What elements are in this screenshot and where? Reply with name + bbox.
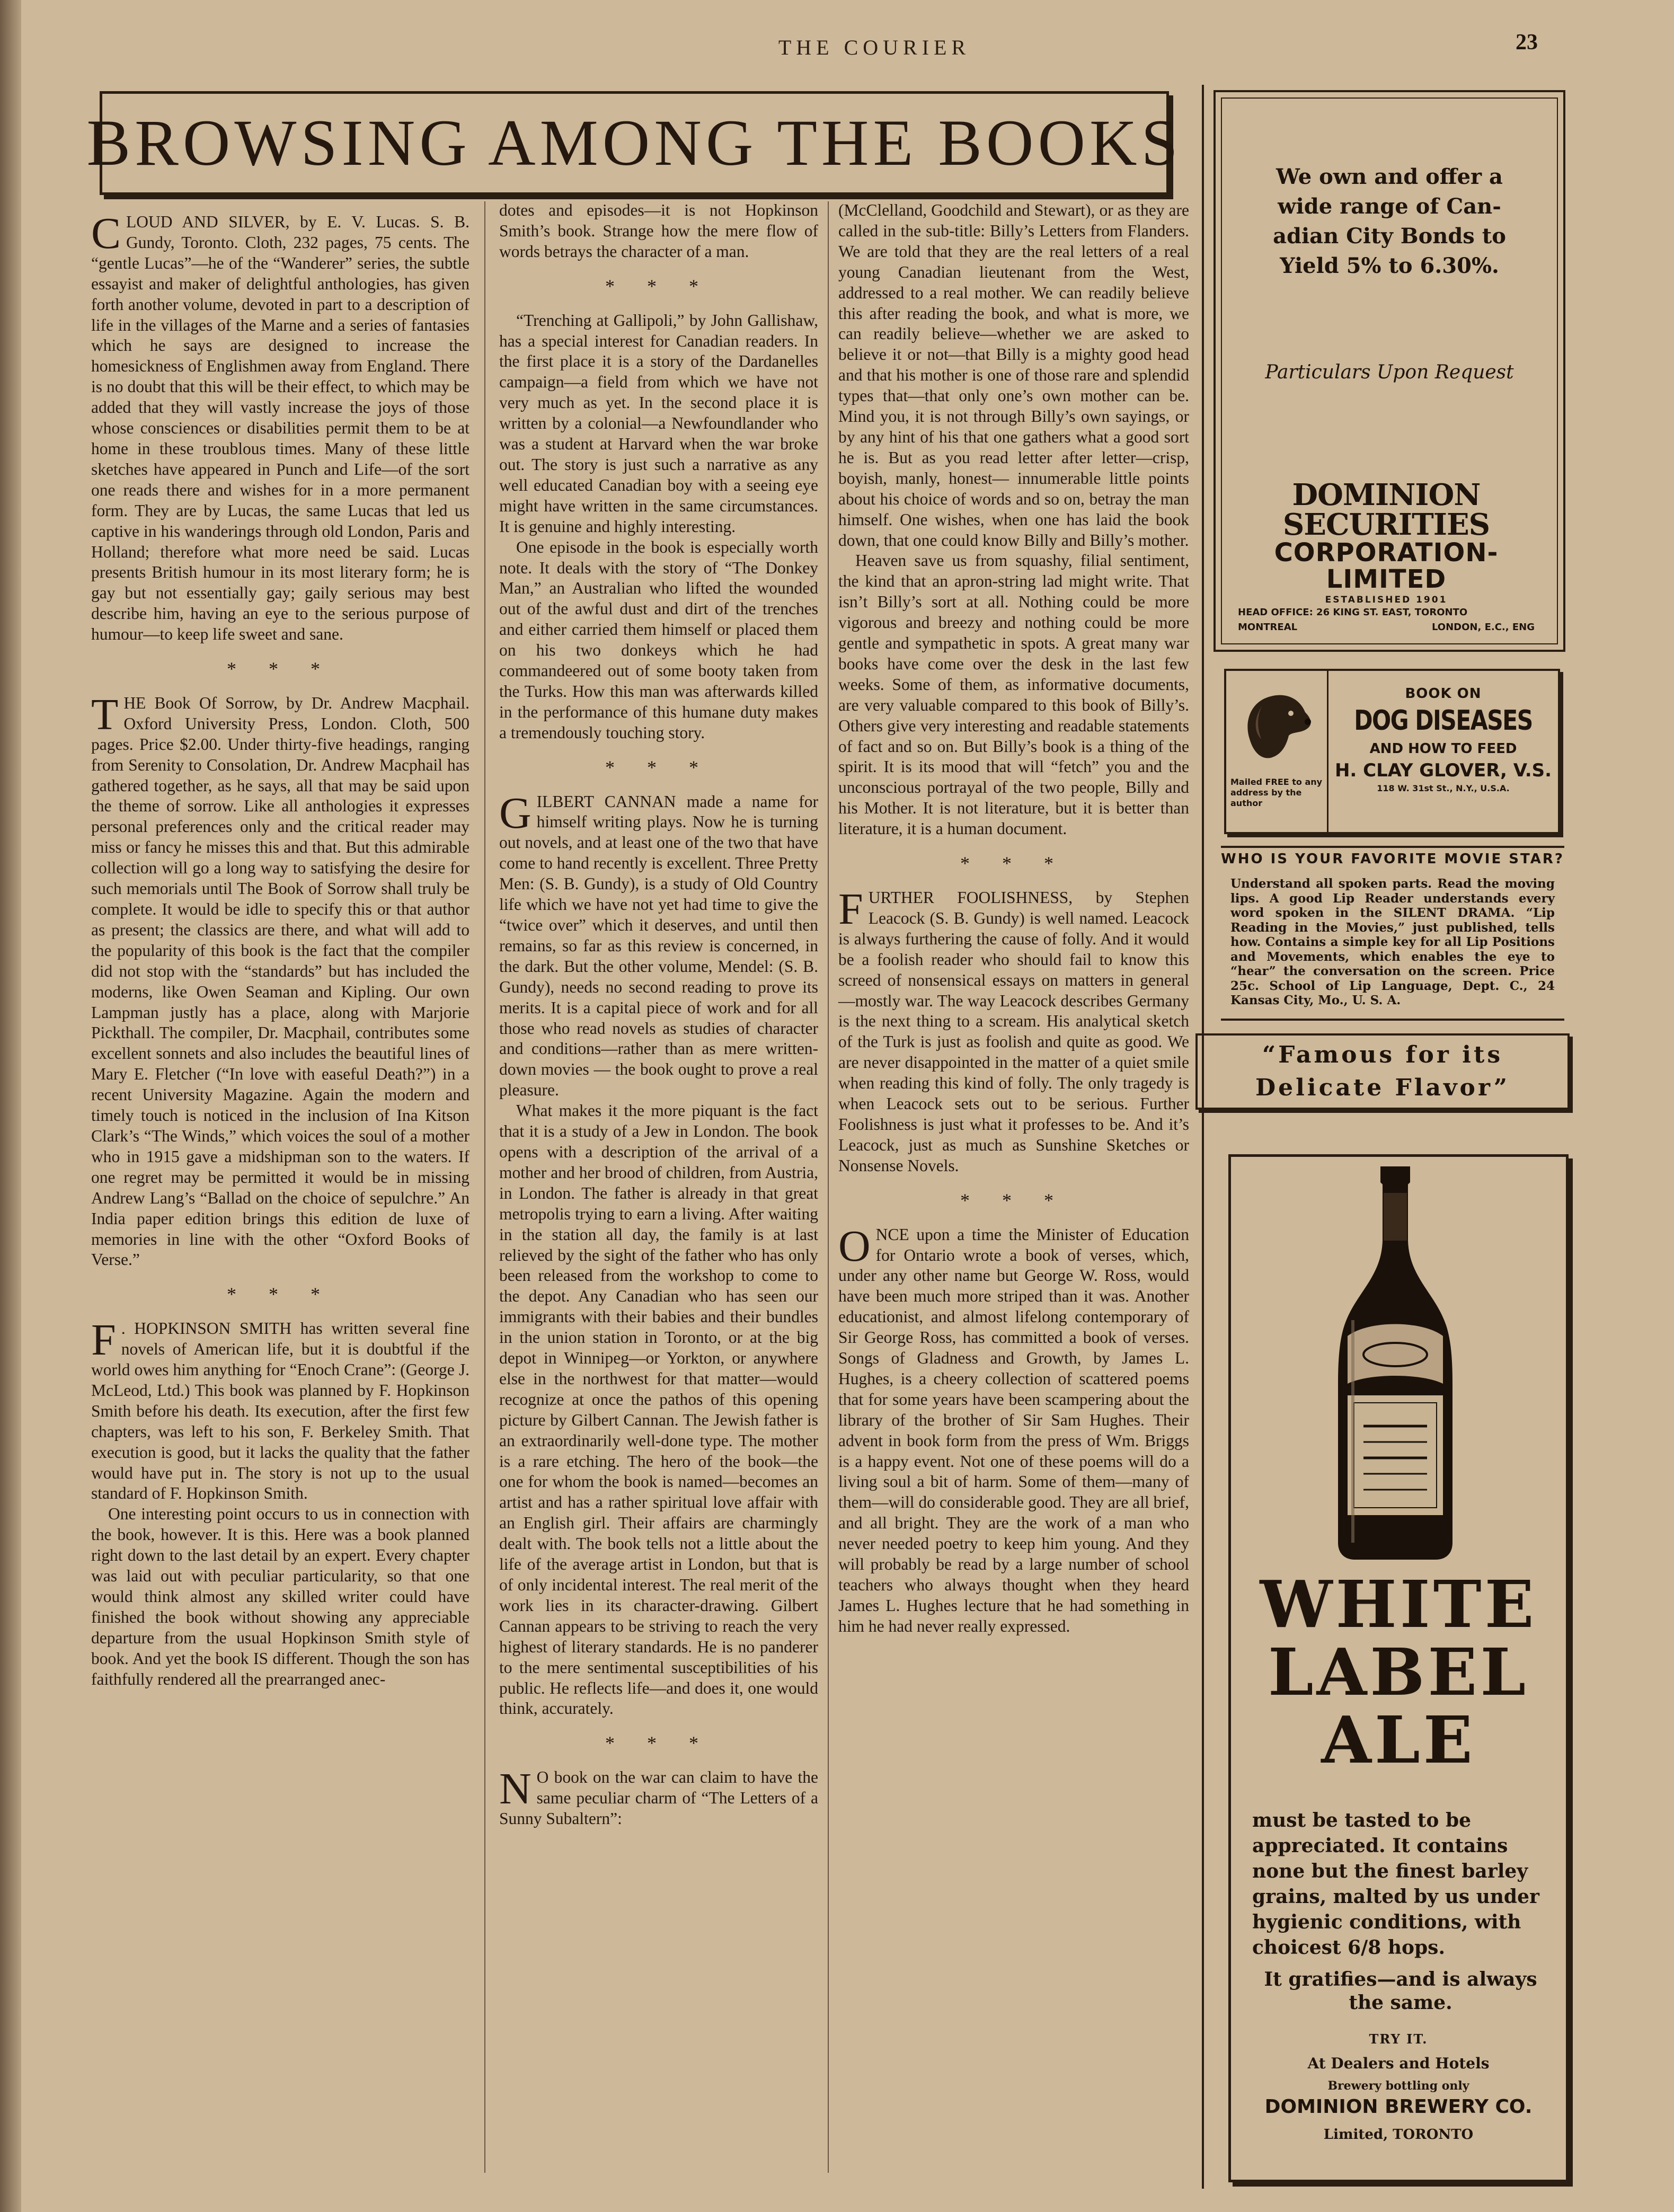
dropcap: O bbox=[838, 1221, 871, 1271]
ad-company-block bbox=[1238, 477, 1535, 635]
brand-line: LABEL bbox=[1268, 1634, 1529, 1710]
review-text: O book on the war can claim to have the same peculiar charm of “The Letters of a Sunny Subaltern”: bbox=[499, 1768, 818, 1828]
running-title: THE COURIER bbox=[778, 36, 971, 59]
ad-author: H. CLAY GLOVER, V.S. bbox=[1334, 760, 1552, 781]
dropcap: T bbox=[91, 689, 119, 739]
review-paragraph: Heaven save us from squashy, filial sentiment, the kind that an apron-string lad might write. That isn’t Billy’s sort at all. Nothing could be more vigorous and breezy and nothing could be more gentle and sympathetic in spots. A great many war books have come over the desk in the last few weeks. Some of them, as informative documents, are very valuable compared to this book of Billy’s. Others give very interesting and readable statements of fact and so on. But Billy’s book is a thing of the spirit. It is its mood that will “fetch” you and the unconscious portrayal of the two people, Billy and his Mother. It is not literature, but it is better than literature, it is a human document. bbox=[838, 551, 1189, 838]
slogan-line: Delicate Flavor” bbox=[1255, 1074, 1510, 1101]
ad-column-rule bbox=[1202, 85, 1204, 2189]
review-paragraph: dotes and episodes—it is not Hopkinson Smith’s book. Strange how the mere flow of words betrays the character of a man. bbox=[499, 201, 818, 261]
office-london: LONDON, E.C., ENG bbox=[1431, 622, 1535, 633]
ad-how-to-feed: AND HOW TO FEED bbox=[1369, 741, 1517, 757]
ad-offer-text bbox=[1222, 162, 1557, 281]
ad-body: Understand all spoken parts. Read the moving lips. A good Lip Reader understands every word spoken in the SILENT DRAMA. “Lip Reading in the Movies,” just published, tells how. Contains a simple key for all Lip Positions and Movements, which enables the eye to “hear” the conversation on the screen. Price 25c. School of Lip Language, Dept. C., 24 Kansas City, Mo., U. S. A. bbox=[1230, 877, 1555, 1007]
ad-copy: must be tasted to be appreciated. It contains none but the finest barley grains, malted by us under hygienic conditions, with choicest 6/8 hops. bbox=[1252, 1809, 1539, 1959]
review-paragraph: What makes it the more piquant is the fact that it is a study of a Jew in London. The book opens with a description of the arrival of a mother and her brood of children, from Austria, in London. The father is already in that great metropolis trying to earn a living. After waiting in the station all day, the family is at last relieved by the sight of the father who has only been released from the workshop to come to the depot. Any Canadian who has seen our immigrants with their babies and their bundles in the union station in Toronto, or at the big depot in Winnipeg—or Yorkton, or anywhere else in the northwest for that matter—would recognize at once the pathos of this opening picture by Gilbert Cannan. The Jewish father is an extraordinarily well-done type. The mother is a rare etching. The hero of the book—the one for whom the book is named—becomes an artist and has a rather spiritual love affair with an English girl. Their affairs are charmingly dealt with. The book tells not a little about the life of the average artist in London, but that is of only incidental interest. The real merit of the work lies in its character-drawing. Gilbert Cannan appears to be striving to reach the very highest of literary standards. He is no panderer to the mere sentimental susceptibilities of his public. He reflects life—and does it, one would think, accurately. bbox=[499, 1101, 818, 1718]
review-leacock bbox=[838, 884, 1189, 1176]
brand-line: ALE bbox=[1321, 1702, 1476, 1778]
article-column-2 bbox=[499, 200, 818, 1829]
company-suffix: CORPORATION-LIMITED bbox=[1274, 538, 1499, 594]
ad-dog-diseases-title: DOG DISEASES bbox=[1354, 705, 1533, 737]
ad-brewery: DOMINION BREWERY CO. bbox=[1264, 2096, 1533, 2118]
review-macphail bbox=[91, 689, 470, 1270]
section-separator: * * * bbox=[605, 756, 712, 778]
ad-lip-reading bbox=[1221, 846, 1564, 1021]
section-separator: * * * bbox=[605, 1732, 712, 1754]
title-banner bbox=[86, 91, 1182, 195]
review-paragraph: (McClelland, Goodchild and Stewart), or as they are called in the sub-title: Billy’s Letters from Flanders. We are told that they are the real letters of a real young Canadian lieutenant from the West, addressed to a real mother. We can readily believe this after reading the book, and what is more, we can readily believe—whether we are asked to believe it or not—that Billy is a mighty good head and that his mother is one of those rare and splendid types that—that only one’s own mother can be. Mind you, it is not through Billy’s own sayings, or by any hint of his that one gathers what a good sort he is. But as you read letter after letter—crisp, boyish, manly, honest— innumerable little points about his choice of words and so on, betray the man himself. One wishes, when one has laid the book down, that one could know Billy and Billy’s mother. bbox=[838, 201, 1189, 550]
head-office: HEAD OFFICE: 26 KING ST. EAST, TORONTO bbox=[1238, 607, 1468, 618]
ad-bottling: Brewery bottling only bbox=[1327, 2079, 1469, 2093]
offer-line: We own and offer a bbox=[1276, 164, 1503, 189]
ad-try-it: TRY IT. bbox=[1369, 2031, 1428, 2047]
dropcap: F bbox=[838, 884, 863, 934]
review-hopkinson-smith bbox=[91, 1315, 470, 1504]
dropcap: F bbox=[91, 1315, 116, 1365]
section-separator: * * * bbox=[227, 658, 334, 680]
company-offices bbox=[1238, 605, 1535, 635]
ad-city: Limited, TORONTO bbox=[1323, 2127, 1474, 2143]
company-established: ESTABLISHED 1901 bbox=[1325, 595, 1448, 605]
ad-dog-diseases bbox=[1224, 669, 1560, 834]
offer-line: wide range of Can- bbox=[1278, 194, 1501, 219]
review-paragraph: One interesting point occurs to us in connection with the book, however. It is this. Here was a book planned right down to the last detail by an expert. Every chapter was laid out with peculiar particularity, so that one would think almost any skilled writer could have finished the book without showing any appreciable departure from the usual Hopkinson Smith style of book. And yet the book IS different. Though the son has faithfully rendered all the prearranged anec- bbox=[91, 1505, 470, 1688]
ad-book-on: BOOK ON bbox=[1405, 686, 1482, 702]
page-number: 23 bbox=[1516, 30, 1538, 55]
ad-mailed-note: Mailed FREE to any address by the author bbox=[1230, 777, 1323, 808]
page-edge bbox=[0, 0, 21, 2212]
dog-head-icon bbox=[1234, 680, 1318, 760]
ad-white-label-ale bbox=[1228, 1154, 1569, 2182]
review-lucas bbox=[91, 209, 470, 645]
office-montreal: MONTREAL bbox=[1238, 622, 1298, 633]
ad-particulars: Particulars Upon Request bbox=[1265, 361, 1514, 383]
review-text: URTHER FOOLISHNESS, by Stephen Leacock (S. B. Gundy) is well named. Leacock is always furthering the cause of folly. And it would be a foolish reader who should fail to know this screed of nonsensical essays on matters in general—mostly war. The way Leacock describes Germany is the next thing to a scream. His analytical sketch of the Turk is just as foolish and quite as good. We are never disappointed in the matter of a quiet smile when reading this kind of folly. The only tragedy is when Leacock sets out to be serious. Further Foolishness is just what it professes to be. And it’s Leacock, just as much as Sunshine Sketches or Nonsense Novels. bbox=[838, 888, 1189, 1175]
offer-line: adian City Bonds to bbox=[1273, 224, 1506, 249]
column-rule bbox=[484, 201, 485, 2173]
ad-dominion-securities bbox=[1214, 90, 1565, 652]
ad-inner-frame bbox=[1221, 98, 1558, 644]
review-gallipoli: “Trenching at Gallipoli,” by John Gallishaw, has a special interest for Canadian readers. In the first place it is a story of the Dardanelles campaign—a field from which we have not very much as yet. In the second place it is written by a colonial—a Newfoundlander who was a student at Harvard when the war broke out. The story is just such a narrative as any well educated Canadian boy with a seeing eye might have written in the same circumstances. It is genuine and highly interesting. bbox=[499, 311, 818, 536]
section-separator: * * * bbox=[227, 1284, 334, 1305]
ad-brand-name bbox=[1231, 1566, 1566, 1778]
review-text: LOUD AND SILVER, by E. V. Lucas. S. B. Gundy, Toronto. Cloth, 232 pages, 75 cents. The “gentle Lucas”—he of the “Wanderer” series, the subtle essayist and maker of delightful anthologies, has given forth another volume, devoted in part to a description of life in the villages of the Marne and a series of fantasies which he says are designed to increase the homesickness of Englishmen away from England. There is no doubt that this will be their effect, to which may be added that they will vastly increase the joys of those whose consciences or disabilities permit them to be at home in these troublous times. Many of these little sketches have appeared in Punch and Life—of the sort one reads there and wishes for in a more permanent form. They are by Lucas, the same Lucas that led us captive in his wanderings through old London, Paris and Holland; therefore what more need be said. Lucas presents British humour in its most literary form; he is gay but not essentially gay; gaily serious may best describe him, having an eye to the serious purpose of humour—to keep life sweet and sane. bbox=[91, 213, 470, 644]
slogan-line: “Famous for its bbox=[1262, 1041, 1503, 1068]
section-separator: * * * bbox=[960, 853, 1067, 874]
section-separator: * * * bbox=[605, 275, 712, 297]
article-column-1 bbox=[91, 209, 470, 1690]
ad-dog-right bbox=[1328, 671, 1558, 832]
column-rule bbox=[828, 201, 829, 2173]
review-subaltern bbox=[499, 1764, 818, 1829]
ale-bottle-icon bbox=[1316, 1161, 1475, 1564]
ad-dealers: At Dealers and Hotels bbox=[1307, 2055, 1490, 2072]
brand-line: WHITE bbox=[1260, 1566, 1537, 1642]
dropcap: N bbox=[499, 1764, 532, 1814]
ad-question: WHO IS YOUR FAVORITE MOVIE STAR? bbox=[1221, 851, 1564, 867]
dropcap: G bbox=[499, 788, 532, 838]
offer-line: Yield 5% to 6.30%. bbox=[1280, 253, 1499, 278]
ad-dog-left bbox=[1226, 671, 1328, 832]
section-separator: * * * bbox=[960, 1189, 1067, 1211]
article-column-3 bbox=[838, 200, 1189, 1637]
review-paragraph: One episode in the book is especially worth note. It deals with the story of “The Donkey Man,” an Australian who lifted the wounded out of the awful dust and dirt of the trenches and either carried them himself or placed them on his two donkeys which he had commandeered out of some booty taken from the Turks. How this man was afterwards killed in the performance of this humane duty makes a tremendously touching story. bbox=[499, 537, 818, 742]
dropcap: C bbox=[91, 209, 121, 258]
ad-address: 118 W. 31st St., N.Y., U.S.A. bbox=[1377, 783, 1510, 793]
ad-famous-slogan bbox=[1195, 1033, 1570, 1110]
company-name: DOMINION SECURITIES bbox=[1282, 477, 1490, 542]
page-title: BROWSING AMONG THE BOOKS bbox=[86, 107, 1182, 179]
review-text: ILBERT CANNAN made a name for himself writing plays. Now he is turning out novels, and at least one of the two that have come to hand recently is excellent. Three Pretty Men: (S. B. Gundy), is a study of Old Country life which we have not yet had time to give the “twice over” which it deserves, and until then remains, so far as this review is concerned, in the dark. But the other volume, Mendel: (S. B. Gundy), needs no second reading to prove its merits. It is a capital piece of work and for all those who read novels as studies of character and conditions—rather than as mere written-down movies — the book ought to prove a real pleasure. bbox=[499, 792, 818, 1100]
review-cannan bbox=[499, 788, 818, 1101]
review-hughes bbox=[838, 1221, 1189, 1637]
review-text: NCE upon a time the Minister of Education for Ontario wrote a book of verses, which, under any other name but George W. Ross, would have been much more striped than it was. Another educationist, and almost lifelong contemporary of Sir George Ross, has committed a book of verses. Songs of Gladness and Growth, by James L. Hughes, is a cheery collection of scattered poems that for some years have been scampering about the library of the brother of Sir Sam Hughes. Their advent in book form from the press of Wm. Briggs is a happy event. Not one of these poems will do a living soul a bit of harm. Some of them—many of them—will do considerable good. They are all brief, and all bright. They are the work of a man who never needed poetry to keep him young. And they will probably be read by a large number of school teachers who always thought when they heard James L. Hughes lecture that he had something in him he had never really expressed. bbox=[838, 1225, 1189, 1635]
review-text: . HOPKINSON SMITH has written several fine novels of American life, but it is doubtful if the world owes him anything for “Enoch Crane”: (George J. McLeod, Ltd.) This book was planned by F. Hopkinson Smith before his death. Its execution, after the first few chapters, was left to his son, F. Berkeley Smith. That execution is good, but it lacks the quality that the father would have put in. The story is not up to the usual standard of F. Hopkinson Smith. bbox=[91, 1319, 470, 1503]
ad-gratifies: It gratifies—and is always the same. bbox=[1264, 1968, 1537, 2014]
review-text: HE Book Of Sorrow, by Dr. Andrew Macphail. Oxford University Press, London. Cloth, 500 pages. Price $2.00. Under thirty-five headings, ranging from Serenity to Consolation, Dr. Andrew Macphail has gathered together, as he says, all that may be said upon the theme of sorrow. Like all anthologies it expresses personal preferences only and the critical reader may miss or fancy he misses this and that. But this admirable collection will go a long way to satisfying the desire for such memorials until The Book of Sorrow shall truly be complete. It would be idle to specify this or that author as present; the classics are there, and what will add to the popularity of this book is the fact that the compiler did not stop with the “standards” but has included the moderns, like Owen Seaman and Kipling. Our own Lampman justly has a place, along with Marjorie Pickthall. The compiler, Dr. Macphail, contributes some excellent sonnets and also includes the beautiful lines of Mary E. Fletcher (“In love with easeful Death?”) in a recent University Magazine. Again the modern and timely touch is noticed in the inclusion of Ina Kitson Clark’s “The Winds,” which voices the soul of a mother who in 1915 gave a midshipman son to the waters. If one regret may be permitted it would be in missing Andrew Lang’s “Ballad on the choice of sepulchre.” An India paper edition brings this edition de luxe of memories in line with the other “Oxford Books of Verse.” bbox=[91, 693, 470, 1269]
